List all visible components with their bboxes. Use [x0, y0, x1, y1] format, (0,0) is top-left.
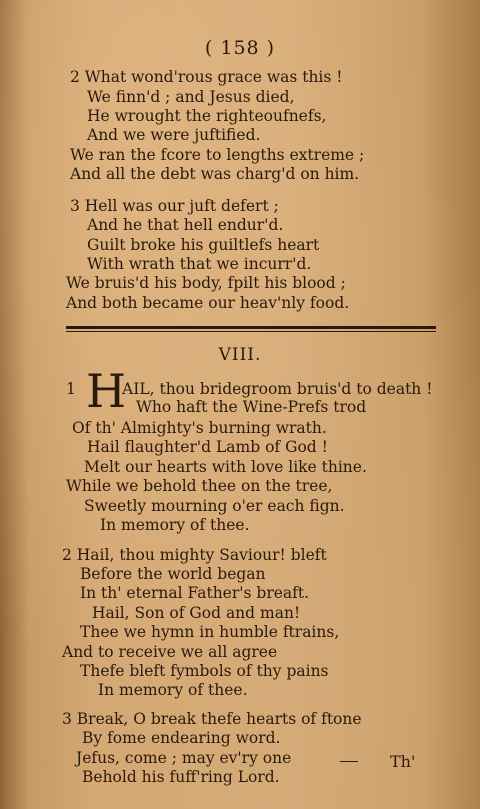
verse-line: Melt our hearts with love like thine.	[84, 458, 367, 476]
verse-line: Sweetly mourning o'er each fign.	[84, 497, 345, 515]
section-rule	[66, 326, 436, 329]
verse-line: 3 Break, O break thefe hearts of ftone	[62, 710, 362, 728]
verse-line: In th' eternal Father's breaft.	[80, 584, 310, 602]
section-heading: VIII.	[218, 345, 262, 365]
verse-number: 1	[66, 380, 76, 398]
page-number: ( 158 )	[204, 37, 276, 59]
verse-line: And we were juftified.	[87, 126, 261, 144]
verse-line: Hail, Son of God and man!	[92, 604, 301, 622]
verse-line: Of th' Almighty's burning wrath.	[72, 419, 327, 437]
drop-cap: H	[86, 364, 127, 418]
verse-line: And to receive we all agree	[62, 643, 278, 661]
verse-line: Thee we hymn in humble ftrains,	[80, 623, 340, 641]
verse-line: 2 Hail, thou mighty Saviour! bleft	[62, 546, 327, 564]
verse-line: We bruis'd his body, fpilt his blood ;	[66, 274, 346, 292]
verse-line: And he that hell endur'd.	[87, 216, 284, 234]
verse-line: We finn'd ; and Jesus died,	[87, 88, 295, 106]
section-rule-thin	[66, 331, 436, 332]
verse-line: With wrath that we incurr'd.	[87, 255, 312, 273]
verse-line: Who haft the Wine-Prefs trod	[136, 398, 367, 416]
verse-line: Behold his fuff'ring Lord.	[82, 768, 280, 786]
verse-line: And all the debt was charg'd on him.	[70, 165, 360, 183]
verse-line: By fome endearing word.	[82, 729, 281, 747]
verse-line: AIL, thou bridegroom bruis'd to death !	[122, 380, 433, 398]
verse-line: Jefus, come ; may ev'ry one	[76, 749, 292, 767]
verse-line: 3 Hell was our juft defert ;	[70, 197, 279, 215]
verse-line: 2 What wond'rous grace was this !	[70, 68, 343, 86]
verse-line: While we behold thee on the tree,	[66, 477, 333, 495]
catchword-dash	[340, 761, 358, 762]
verse-line: In memory of thee.	[98, 681, 248, 699]
verse-line: Before the world began	[80, 565, 266, 583]
verse-line: He wrought the righteoufnefs,	[87, 107, 327, 125]
verse-line: Thefe bleft fymbols of thy pains	[80, 662, 329, 680]
verse-line: In memory of thee.	[100, 516, 250, 534]
catchword: Th'	[390, 752, 416, 771]
verse-line: And both became our heav'nly food.	[66, 294, 350, 312]
verse-line: We ran the fcore to lengths extreme ;	[70, 146, 365, 164]
verse-line: Hail flaughter'd Lamb of God !	[87, 438, 328, 456]
verse-line: Guilt broke his guiltlefs heart	[87, 236, 320, 254]
